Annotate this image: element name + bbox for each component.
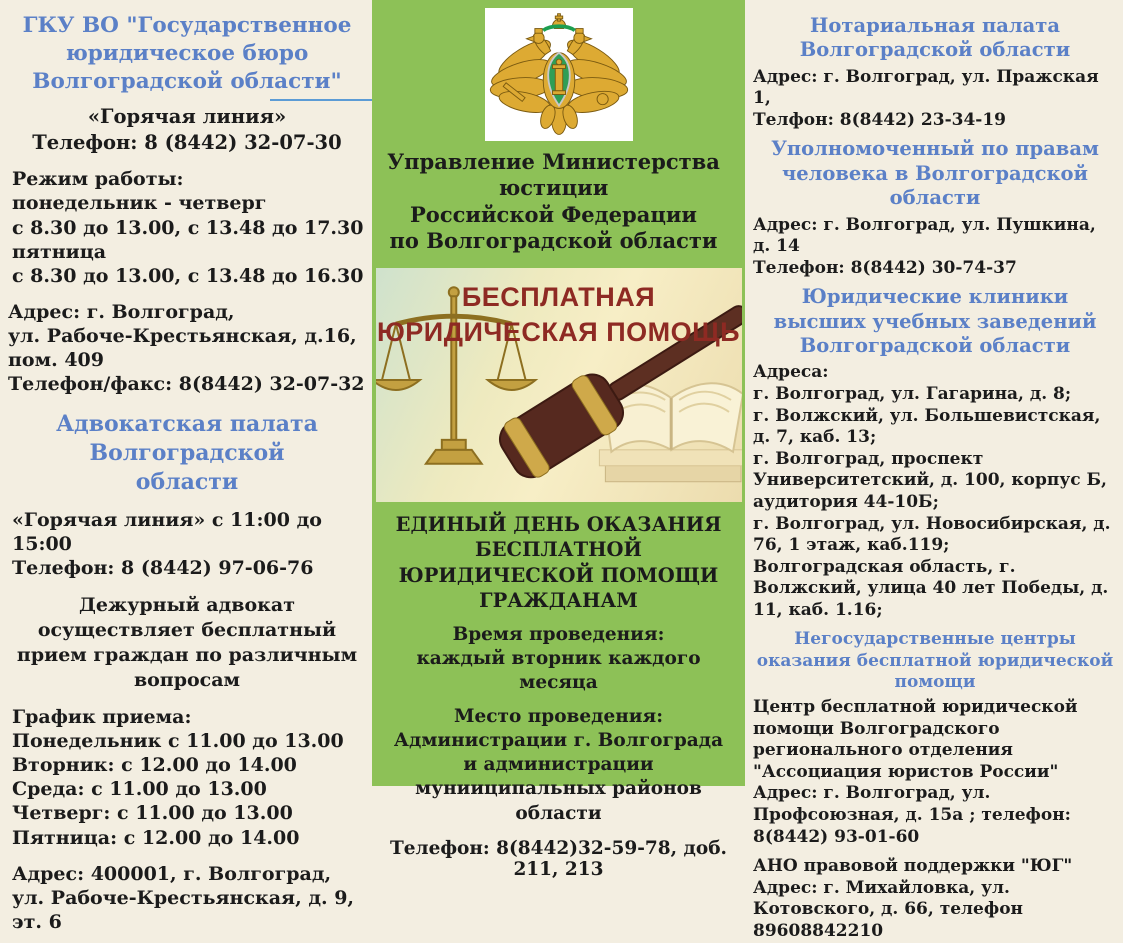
address-line: Адрес: г. Волгоград, ул. Пушкина, д. 14: [753, 214, 1096, 257]
nonstate-title: Негосударственные центры оказания бесплатной юридической помощи: [756, 629, 1114, 692]
notary-title: Нотариальная палата Волгоградской области: [799, 14, 1071, 62]
org-line: АНО правовой поддержки "ЮГ": [753, 856, 1073, 877]
advocates-duty-note: Дежурный адвокат осуществляет бесплатный прием граждан по различным вопросам: [16, 593, 358, 691]
advocates-hotline: [6, 508, 368, 580]
schedule-line: Четверг: с 11.00 до 13.00: [12, 802, 293, 825]
bureau-address: [6, 300, 368, 397]
clinics-addresses: [753, 362, 1117, 621]
schedule-line: Режим работы:: [12, 168, 184, 191]
hotline-phone: Телефон: 8 (8442) 97-06-76: [12, 557, 314, 580]
middle-column: [372, 0, 745, 880]
place-label: Место проведения:: [453, 706, 664, 728]
address-line: Адрес: г. Михайловка, ул. Котовского, д. 66, телефон 89608842210: [753, 877, 1023, 941]
hotline-phone: Телефон: 8 (8442) 32-07-30: [32, 130, 342, 154]
schedule-line: с 8.30 до 13.00, с 13.48 до 17.30: [12, 216, 364, 239]
address-line: г. Волгоград, ул. Гагарина, д. 8;: [753, 384, 1072, 405]
address-line: г. Волжский, ул. Большевистская, д. 7, каб. 13;: [753, 405, 1101, 448]
schedule-line: График приема:: [12, 705, 192, 728]
address-line: Адрес: г. Волгоград, ул. Профсоюзная, д. 15а ; телефон: 8(8442) 93-01-60: [753, 783, 1071, 847]
time-label: Время проведения:: [452, 624, 665, 646]
nonstate-center: [753, 697, 1117, 848]
legal-aid-photo-banner: [376, 268, 742, 502]
ministry-title-line: Российской Федерации: [410, 201, 697, 227]
emblem-box: [485, 8, 633, 141]
banner-text: [376, 280, 742, 350]
ministry-title-line: Управление Министерства юстиции: [387, 149, 720, 201]
bureau-title: ГКУ ВО "Государственное юридическое бюро Волгоградской области": [22, 13, 352, 94]
address-line: ул. Рабоче-Крестьянская, д. 9, эт. 6: [12, 886, 355, 933]
phone-line: Телфон: 8(8442) 23-34-19: [753, 109, 1006, 130]
clinics-title: Юридические клиники высших учебных заведений Волгоградской области: [773, 285, 1097, 358]
address-line: ул. Рабоче-Крестьянская, д.16, пом. 409: [8, 325, 357, 372]
green-panel: [372, 0, 745, 880]
address-line: Адреса:: [753, 362, 829, 383]
schedule-line: Среда: с 11.00 до 13.00: [12, 778, 267, 801]
ministry-of-justice-emblem-icon: [487, 10, 631, 140]
org-line: Центр бесплатной юридической помощи Волгоградского регионального отделения "Ассоциация юристов России": [753, 697, 1078, 782]
event-place: [394, 705, 724, 825]
ministry-title: [358, 149, 750, 255]
hotline-line: «Горячая линия» с 11:00 до 15:00: [12, 509, 322, 556]
notary-contacts: [753, 67, 1117, 132]
address-line: Телефон/факс: 8(8442) 32-07-32: [8, 373, 365, 396]
event-title: ЕДИНЫЙ ДЕНЬ ОКАЗАНИЯ БЕСПЛАТНОЙ ЮРИДИЧЕСКОЙ ПОМОЩИ ГРАЖДАНАМ: [395, 512, 722, 612]
address-line: Волгоградская область, г. Волжский, улица 40 лет Победы, д. 11, каб. 1.16;: [753, 556, 1109, 620]
bureau-schedule: [6, 167, 368, 288]
time-value: каждый вторник каждого месяца: [416, 648, 701, 694]
divider-line: [270, 99, 372, 101]
bureau-hotline: [6, 104, 368, 155]
banner-line: БЕСПЛАТНАЯ: [461, 281, 656, 312]
address-line: Адрес: г. Волгоград,: [8, 300, 235, 323]
hotline-label: «Горячая линия»: [87, 104, 287, 128]
left-column: [0, 0, 372, 933]
schedule-line: пятница: [12, 240, 107, 263]
banner-line: ЮРИДИЧЕСКАЯ ПОМОЩЬ: [376, 316, 741, 347]
advocates-title: Адвокатская палата Волгоградской области: [56, 411, 318, 495]
advocates-address: [6, 862, 368, 934]
ministry-title-line: по Волгоградской области: [389, 228, 718, 254]
event-time: [389, 623, 729, 695]
address-line: г. Волгоград, проспект Университетский, д. 100, корпус Б, аудитория 44-10Б;: [753, 448, 1107, 512]
phone-line: Телефон: 8(8442) 30-74-37: [753, 257, 1017, 278]
ombudsman-title: Уполномоченный по правам человека в Волгоградской области: [771, 137, 1099, 210]
ano-yug: [753, 856, 1117, 942]
address-line: Адрес: г. Волгоград, ул. Пражская 1,: [753, 66, 1099, 109]
address-line: Адрес: 400001, г. Волгоград,: [12, 862, 332, 885]
advocates-schedule: [6, 705, 368, 850]
schedule-line: понедельник - четверг: [12, 192, 267, 215]
right-column: [745, 0, 1123, 941]
place-value: Администрации г. Волгограда и администрации мунииципальных районов области: [393, 730, 724, 824]
schedule-line: с 8.30 до 13.00, с 13.48 до 16.30: [12, 264, 364, 287]
ombudsman-contacts: [753, 215, 1117, 280]
schedule-line: Пятница: с 12.00 до 14.00: [12, 826, 300, 849]
schedule-line: Понедельник с 11.00 до 13.00: [12, 730, 344, 752]
address-line: г. Волгоград, ул. Новосибирская, д. 76, 1 этаж, каб.119;: [753, 513, 1111, 556]
event-phone: Телефон: 8(8442)32-59-78, доб. 211, 213: [390, 837, 727, 880]
schedule-line: Вторник: с 12.00 до 14.00: [12, 754, 297, 777]
